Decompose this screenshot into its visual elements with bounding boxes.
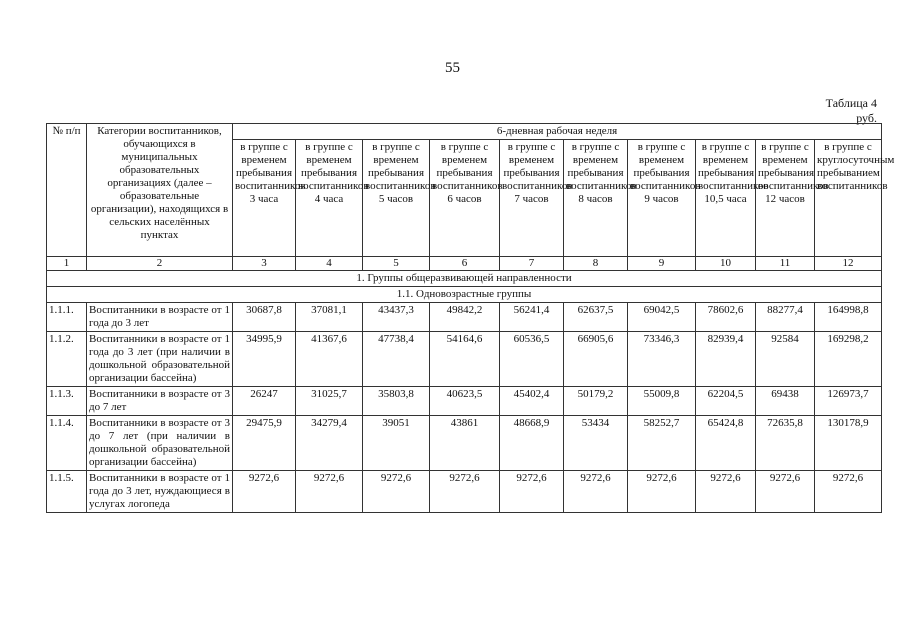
table-row (47, 387, 882, 416)
row-value: 50179,2 (564, 387, 628, 416)
table-row (47, 332, 882, 387)
row-value: 31025,7 (296, 387, 363, 416)
column-number: 5 (363, 257, 430, 271)
row-value: 9272,6 (233, 471, 296, 513)
row-value: 62637,5 (564, 303, 628, 332)
row-value: 62204,5 (696, 387, 756, 416)
column-number-row (47, 257, 882, 271)
row-value: 55009,8 (628, 387, 696, 416)
row-value: 34279,4 (296, 416, 363, 471)
row-value: 65424,8 (696, 416, 756, 471)
row-value: 49842,2 (430, 303, 500, 332)
header-col-8: в группе с временем пребывания воспитанников 8 часов (564, 140, 628, 257)
subsection-title: 1.1. Одновозрастные группы (47, 287, 882, 303)
row-value: 78602,6 (696, 303, 756, 332)
row-number: 1.1.4. (47, 416, 87, 471)
header-category: Категории воспитанников, обучающихся в муниципальных образовательных организациях (далее – образовательные организации), находящихся в сельских населённых пунктах (87, 124, 233, 257)
row-value: 35803,8 (363, 387, 430, 416)
unit-label: руб. (856, 111, 877, 125)
column-number: 8 (564, 257, 628, 271)
row-number: 1.1.1. (47, 303, 87, 332)
table-row (47, 303, 882, 332)
column-number: 2 (87, 257, 233, 271)
row-value: 9272,6 (564, 471, 628, 513)
column-number: 9 (628, 257, 696, 271)
column-number: 10 (696, 257, 756, 271)
row-number: 1.1.2. (47, 332, 87, 387)
row-value: 92584 (756, 332, 815, 387)
row-value: 58252,7 (628, 416, 696, 471)
row-value: 9272,6 (756, 471, 815, 513)
row-value: 69438 (756, 387, 815, 416)
row-value: 82939,4 (696, 332, 756, 387)
row-number: 1.1.3. (47, 387, 87, 416)
header-col-11: в группе с временем пребывания воспитанников 12 часов (756, 140, 815, 257)
column-number: 4 (296, 257, 363, 271)
header-num: № п/п (47, 124, 87, 257)
header-col-10: в группе с временем пребывания воспитанников 10,5 часа (696, 140, 756, 257)
row-value: 40623,5 (430, 387, 500, 416)
header-col-5: в группе с временем пребывания воспитанников 5 часов (363, 140, 430, 257)
row-value: 126973,7 (815, 387, 882, 416)
row-number: 1.1.5. (47, 471, 87, 513)
header-col-12: в группе с круглосуточным пребыванием воспитанников (815, 140, 882, 257)
row-value: 60536,5 (500, 332, 564, 387)
section-title: 1. Группы общеразвивающей направленности (47, 271, 882, 287)
row-value: 73346,3 (628, 332, 696, 387)
row-value: 26247 (233, 387, 296, 416)
table-row (47, 471, 882, 513)
header-row-top (47, 124, 882, 140)
row-value: 9272,6 (296, 471, 363, 513)
row-category: Воспитанники в возрасте от 3 до 7 лет (при наличии в дошкольной образовательной организации бассейна) (87, 416, 233, 471)
row-value: 54164,6 (430, 332, 500, 387)
row-value: 53434 (564, 416, 628, 471)
row-value: 9272,6 (430, 471, 500, 513)
header-col-6: в группе с временем пребывания воспитанников 6 часов (430, 140, 500, 257)
row-category: Воспитанники в возрасте от 1 года до 3 лет, нуждающиеся в услугах логопеда (87, 471, 233, 513)
column-number: 12 (815, 257, 882, 271)
row-value: 39051 (363, 416, 430, 471)
row-value: 45402,4 (500, 387, 564, 416)
row-value: 66905,6 (564, 332, 628, 387)
section-row (47, 271, 882, 287)
row-value: 9272,6 (363, 471, 430, 513)
column-number: 7 (500, 257, 564, 271)
header-col-7: в группе с временем пребывания воспитанников 7 часов (500, 140, 564, 257)
row-value: 56241,4 (500, 303, 564, 332)
row-value: 72635,8 (756, 416, 815, 471)
page-number: 55 (445, 60, 460, 76)
column-number: 1 (47, 257, 87, 271)
row-value: 88277,4 (756, 303, 815, 332)
table-row (47, 416, 882, 471)
column-number: 6 (430, 257, 500, 271)
row-category: Воспитанники в возрасте от 3 до 7 лет (87, 387, 233, 416)
row-value: 169298,2 (815, 332, 882, 387)
row-value: 41367,6 (296, 332, 363, 387)
row-value: 9272,6 (696, 471, 756, 513)
row-value: 34995,9 (233, 332, 296, 387)
row-value: 29475,9 (233, 416, 296, 471)
row-value: 69042,5 (628, 303, 696, 332)
row-value: 43437,3 (363, 303, 430, 332)
table-label: Таблица 4 (825, 96, 877, 110)
row-value: 9272,6 (815, 471, 882, 513)
header-col-9: в группе с временем пребывания воспитанников 9 часов (628, 140, 696, 257)
header-col-4: в группе с временем пребывания воспитанников 4 часа (296, 140, 363, 257)
row-value: 37081,1 (296, 303, 363, 332)
row-value: 130178,9 (815, 416, 882, 471)
row-value: 30687,8 (233, 303, 296, 332)
row-value: 47738,4 (363, 332, 430, 387)
header-col-3: в группе с временем пребывания воспитанников 3 часа (233, 140, 296, 257)
subsection-row (47, 287, 882, 303)
header-group-title: 6-дневная рабочая неделя (233, 124, 882, 140)
row-value: 9272,6 (500, 471, 564, 513)
cost-table (46, 123, 895, 513)
row-value: 48668,9 (500, 416, 564, 471)
column-number: 11 (756, 257, 815, 271)
row-value: 9272,6 (628, 471, 696, 513)
column-number: 3 (233, 257, 296, 271)
row-value: 43861 (430, 416, 500, 471)
row-category: Воспитанники в возрасте от 1 года до 3 лет (87, 303, 233, 332)
row-value: 164998,8 (815, 303, 882, 332)
row-category: Воспитанники в возрасте от 1 года до 3 лет (при наличии в дошкольной образовательной организации бассейна) (87, 332, 233, 387)
